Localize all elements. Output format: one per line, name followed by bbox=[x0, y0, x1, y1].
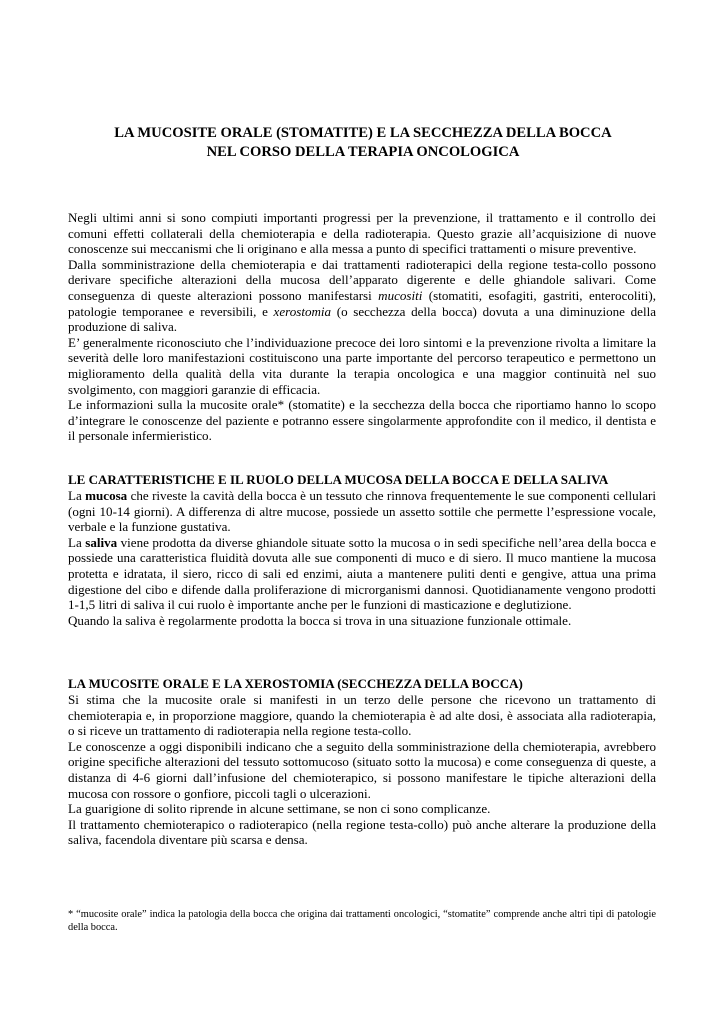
intro-p2-text-a: Dalla somministrazione della chemioterapia e dai trattamenti radioterapici della regione testa-collo possono derivare specifiche alterazioni della mucosa dell’apparato digerente e delle ghiandole salivari. Come conseguenza di queste alterazioni possono manifestarsi bbox=[68, 256, 656, 303]
section-heading-mucosite-xerostomia: LA MUCOSITE ORALE E LA XEROSTOMIA (SECCHEZZA DELLA BOCCA) bbox=[68, 676, 523, 691]
intro-paragraph-4: Le informazioni sulla la mucosite orale* (stomatite) e la secchezza della bocca che riportiamo hanno lo scopo d’integrare le conoscenze del paziente e potranno essere singolarmente approfondite con il medico, il dentista e il personale infermieristico. bbox=[68, 397, 656, 444]
mucosa-saliva-section bbox=[68, 472, 656, 628]
saliva-summary-paragraph: Quando la saliva è regolarmente prodotta la bocca si trova in una situazione funzionale ottimale. bbox=[68, 612, 572, 628]
mucositi-term: mucositi bbox=[378, 287, 423, 303]
intro-paragraph-1: Negli ultimi anni si sono compiuti importanti progressi per la prevenzione, il trattamento e il controllo dei comuni effetti collaterali della chemioterapia e della radioterapia. Questo grazie all’acquisizione di nuove conoscenze sui meccanismi che li originano e alla messa a punto di specifici trattamenti o misure preventive. bbox=[68, 210, 656, 257]
intro-p2-text-c: (o secchezza della bocca) dovuta a una diminuzione della produzione di saliva. bbox=[68, 303, 656, 335]
intro-p2-text-b: (stomatiti, esofagiti, gastriti, enterocoliti), patologie temporanee e reversibili, e bbox=[68, 287, 656, 319]
intro-section bbox=[68, 210, 656, 444]
footnote: * “mucosite orale” indica la patologia della bocca che origina dai trattamenti oncologici, “stomatite” comprende anche altri tipi di patologie della bocca. bbox=[68, 909, 656, 934]
mucosa-text-b: che riveste la cavità della bocca è un tessuto che rinnova frequentemente le sue componenti cellulari (ogni 10-14 giorni). A differenza di altre mucose, possiede un assetto sottile che permette l’espressione vocale, verbale e la funzione gustativa. bbox=[68, 488, 656, 535]
intro-paragraph-3: E’ generalmente riconosciuto che l’individuazione precoce dei loro sintomi e la prevenzione rivolta a limitare la severità delle loro manifestazioni costituiscono una parte importante del percorso terapeutico e permettono un miglioramento della qualità della vita durante la terapia oncologica e una maggior continuità nel suo svolgimento, con maggiori garanzie di efficacia. bbox=[68, 334, 656, 397]
mucosa-term: mucosa bbox=[85, 488, 128, 503]
title-line-2: NEL CORSO DELLA TERAPIA ONCOLOGICA bbox=[206, 144, 520, 160]
mucosite-paragraph-1: Si stima che la mucosite orale si manifesti in un terzo delle persone che ricevono un trattamento di chemioterapia e, in proporzione maggiore, quando la chemioterapia è ad alte dosi, è associata alla radioterapia, o si riceve un trattamento di radioterapia nella regione testa-collo. bbox=[68, 692, 656, 739]
mucosite-paragraph-4: Il trattamento chemioterapico o radioterapico (nella regione testa-collo) può anche alterare la produzione della saliva, facendola diventare più scarsa e densa. bbox=[68, 816, 656, 848]
saliva-text-a: La bbox=[68, 534, 86, 550]
section-heading-mucosa-saliva: LE CARATTERISTICHE E IL RUOLO DELLA MUCOSA DELLA BOCCA E DELLA SALIVA bbox=[68, 472, 609, 487]
saliva-term: saliva bbox=[85, 534, 118, 550]
mucosite-paragraph-3: La guarigione di solito riprende in alcune settimane, se non ci sono complicanze. bbox=[68, 801, 491, 817]
saliva-paragraph bbox=[68, 535, 656, 613]
mucosite-xerostomia-section bbox=[68, 676, 656, 848]
page-title bbox=[68, 124, 658, 162]
mucosa-paragraph bbox=[68, 488, 656, 535]
intro-paragraph-2 bbox=[68, 257, 656, 335]
title-line-1: LA MUCOSITE ORALE (STOMATITE) E LA SECCHEZZA DELLA BOCCA bbox=[114, 125, 612, 141]
mucosite-paragraph-2: Le conoscenze a oggi disponibili indicano che a seguito della somministrazione della chemioterapia, avrebbero origine specifiche alterazioni del tessuto sottomucoso (situato sotto la mucosa) e come conseguenza di queste, a distanza di 4-6 giorni dall’infusione del chemioterapico, si possono manifestare le tipiche alterazioni della mucosa con rossore o gonfiore, piccoli tagli o ulcerazioni. bbox=[68, 738, 656, 801]
saliva-text-b: viene prodotta da diverse ghiandole situate sotto la mucosa o in sedi specifiche nell’area della bocca e possiede una caratteristica fluidità dovuta alle sue componenti di muco e di siero. Il muco mantiene la mucosa protetta e idratata, il siero, ricco di sali ed enzimi, aiuta a mantenere puliti denti e gengive, attua una prima digestione del cibo e difende dalla proliferazione di microrganismi dannosi. Quotidianamente vengono prodotti 1-1,5 litri di saliva il cui ruolo è importante anche per le funzioni di masticazione e deglutizione. bbox=[68, 534, 656, 613]
xerostomia-term: xerostomia bbox=[273, 303, 332, 319]
mucosa-text-a: La bbox=[68, 488, 86, 503]
